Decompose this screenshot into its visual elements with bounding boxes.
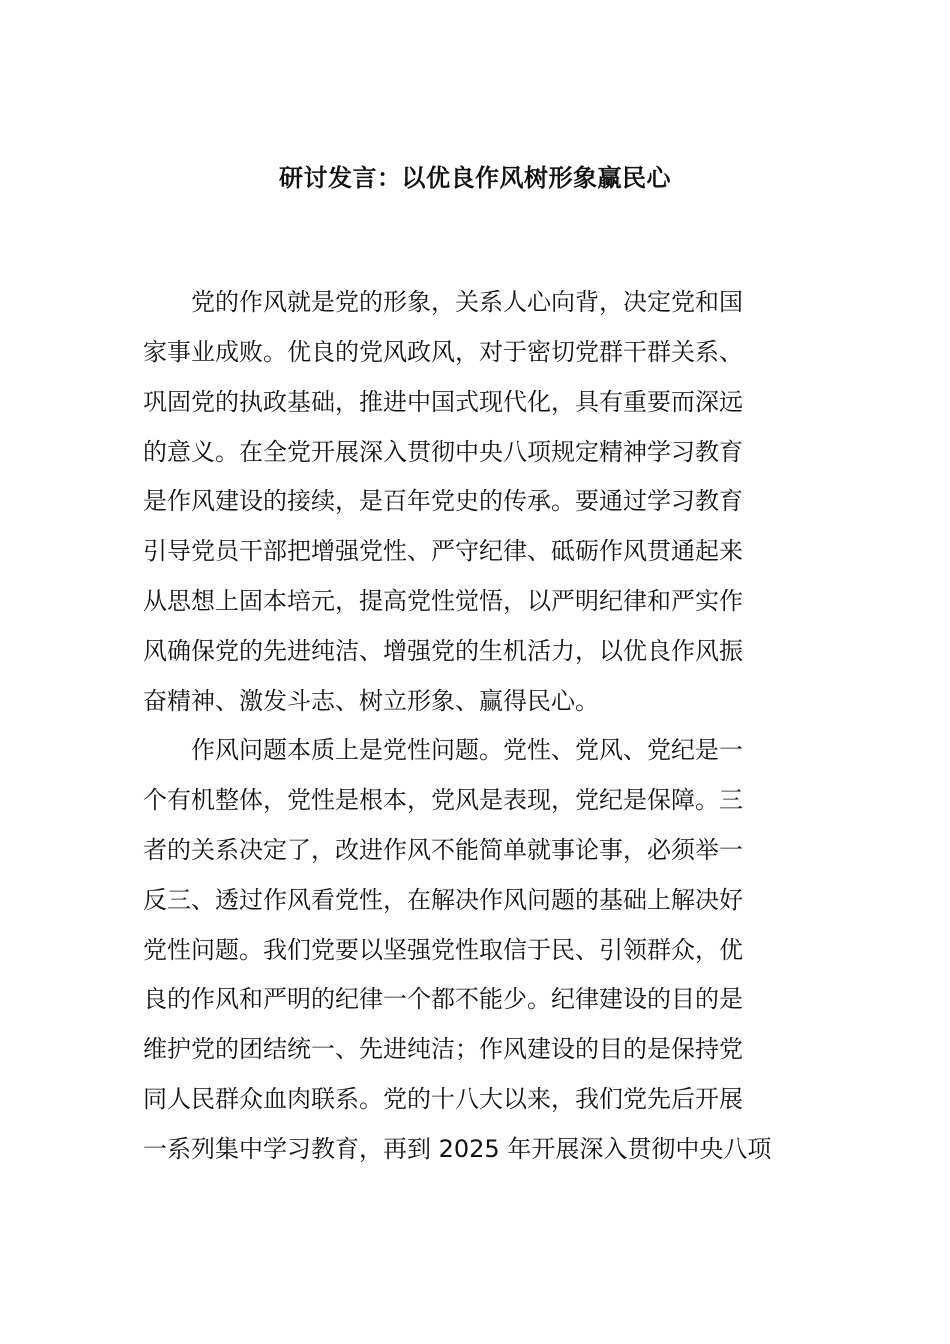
paragraph-2-line-5: 党性问题。我们党要以坚强党性取信于民、引领群众，优: [143, 936, 743, 964]
paragraph-1-line-4: 的意义。在全党开展深入贯彻中央八项规定精神学习教育: [143, 438, 743, 466]
paragraph-1-line-3: 巩固党的执政基础，推进中国式现代化，具有重要而深远: [143, 388, 743, 416]
paragraph-2-line-9: 一系列集中学习教育，再到 2025 年开展深入贯彻中央八项: [143, 1135, 772, 1163]
paragraph-1-line-7: 从思想上固本培元，提高党性觉悟，以严明纪律和严实作: [143, 587, 743, 615]
paragraph-2-line-4: 反三、透过作风看党性，在解决作风问题的基础上解决好: [143, 886, 743, 914]
paragraph-2-line-3: 者的关系决定了，改进作风不能简单就事论事，必须举一: [143, 836, 743, 864]
paragraph-2-line-7: 维护党的团结统一、先进纯洁；作风建设的目的是保持党: [143, 1035, 743, 1063]
paragraph-1-line-5: 是作风建设的接续，是百年党史的传承。要通过学习教育: [143, 487, 743, 515]
paragraph-1-line-2: 家事业成败。优良的党风政风，对于密切党群干群关系、: [143, 338, 743, 366]
paragraph-2-line-6: 良的作风和严明的纪律一个都不能少。纪律建设的目的是: [143, 985, 743, 1013]
paragraph-1-line-1: 党的作风就是党的形象，关系人心向背，决定党和国: [143, 288, 743, 316]
paragraph-2-line-2: 个有机整体，党性是根本，党风是表现，党纪是保障。三: [143, 786, 743, 814]
paragraph-1-line-8: 风确保党的先进纯洁、增强党的生机活力，以优良作风振: [143, 637, 743, 665]
document-title: 研讨发言：以优良作风树形象赢民心: [279, 164, 671, 192]
paragraph-1-line-6: 引导党员干部把增强党性、严守纪律、砥砺作风贯通起来: [143, 537, 743, 565]
paragraph-2-line-8: 同人民群众血肉联系。党的十八大以来，我们党先后开展: [143, 1085, 743, 1113]
paragraph-2-line-1: 作风问题本质上是党性问题。党性、党风、党纪是一: [143, 736, 743, 764]
paragraph-1-line-9: 奋精神、激发斗志、树立形象、赢得民心。: [143, 687, 599, 715]
